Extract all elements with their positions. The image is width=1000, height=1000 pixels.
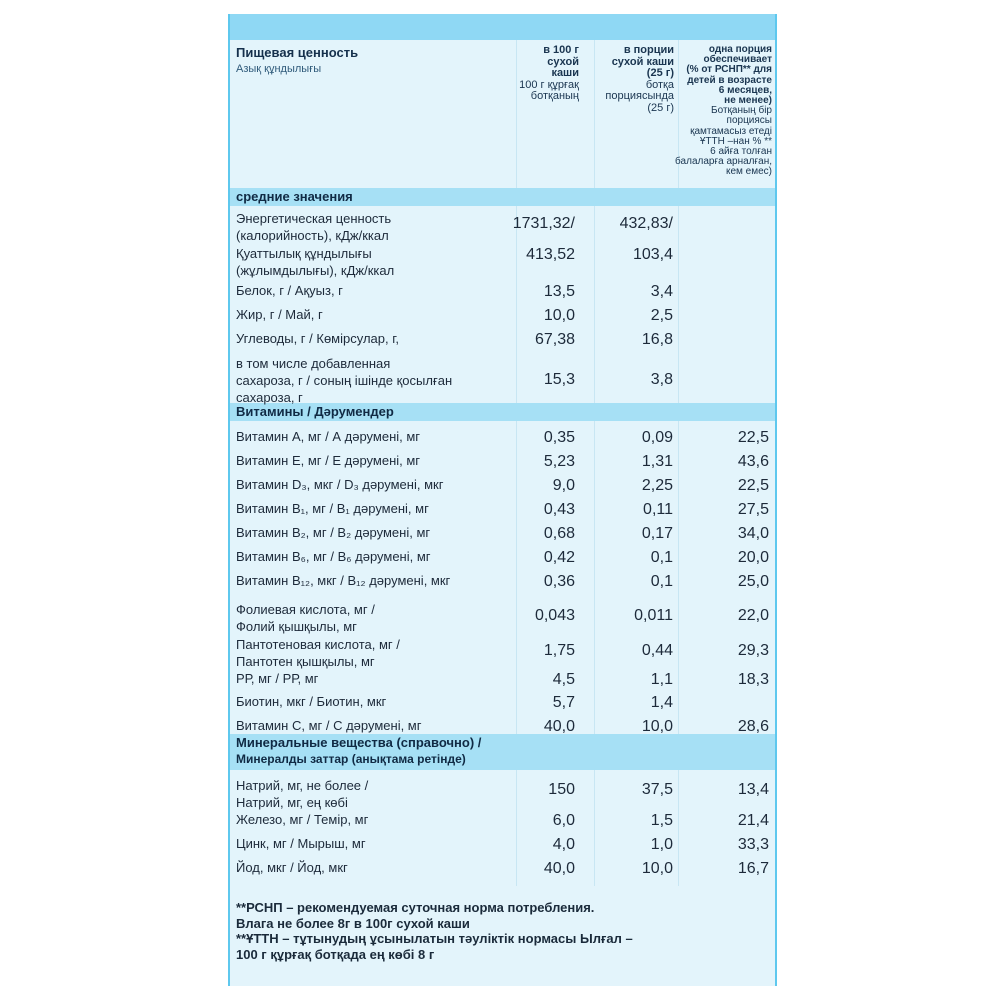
- nutrient-label: [236, 811, 506, 828]
- value-per-100g: 15,3: [543, 371, 575, 388]
- header-text: 6 айға толған: [710, 146, 772, 158]
- value-per-100g: 6,0: [552, 812, 575, 829]
- value-per-portion: 2,5: [650, 307, 673, 324]
- table-title: Пищевая ценность: [236, 45, 359, 60]
- value-per-portion: 1,1: [650, 671, 673, 688]
- nutrient-label-line: Энергетическая ценность: [236, 211, 392, 226]
- nutrient-label: [236, 693, 506, 710]
- value-per-portion: 103,4: [632, 246, 673, 263]
- value-per-portion: 1,4: [650, 694, 673, 711]
- nutrient-label-line: Фолиевая кислота, мг /: [236, 602, 375, 617]
- value-per-portion: 1,5: [650, 812, 673, 829]
- value-percent-rsnp: 21,4: [737, 812, 769, 829]
- footnote-line: Влага не более 8г в 100г сухой каши: [236, 915, 470, 931]
- nutrient-label-line: (жұлымдылығы), кДж/ккал: [236, 263, 395, 278]
- value-percent-rsnp: 16,7: [737, 860, 769, 877]
- value-per-portion: 37,5: [641, 781, 673, 798]
- value-percent-rsnp: 22,5: [737, 477, 769, 494]
- footnote-line: 100 г құрғақ ботқада ең көбі 8 г: [236, 946, 435, 962]
- footnote-line: **РСНП – рекомендуемая суточная норма потребления.: [236, 900, 595, 915]
- nutrient-label: [236, 572, 506, 589]
- section-vitamins: Витамины / Дәрумендер: [230, 403, 775, 421]
- value-per-portion: 0,1: [650, 573, 673, 590]
- header-text: (% от РСНП** для: [686, 64, 772, 76]
- nutrient-label-line: Витамин В₁, мг / В₁ дәрумені, мг: [236, 501, 429, 516]
- header-text: (25 г): [647, 101, 674, 114]
- nutrient-label: [236, 245, 506, 279]
- header-text: детей в возрасте: [687, 74, 772, 86]
- value-percent-rsnp: 20,0: [737, 549, 769, 566]
- value-per-100g: 5,23: [543, 453, 575, 470]
- header-text: в порции: [623, 44, 674, 56]
- header-col-percent: [662, 45, 772, 178]
- value-per-portion: 0,011: [634, 607, 673, 624]
- value-per-100g: 4,0: [552, 836, 575, 853]
- header-text: кем емес): [725, 166, 772, 178]
- header-text: 6 месяцев,: [718, 84, 772, 96]
- header-text: ботқаның: [530, 90, 579, 102]
- value-percent-rsnp: 29,3: [737, 642, 769, 659]
- nutrient-label: [236, 636, 506, 670]
- header-text: (25 г): [646, 67, 674, 79]
- value-percent-rsnp: 25,0: [737, 573, 769, 590]
- section-minerals: [230, 734, 775, 770]
- nutrient-label: [236, 524, 506, 541]
- nutrient-label-line: Биотин, мкг / Биотин, мкг: [236, 694, 387, 709]
- value-per-100g: 1,75: [543, 642, 575, 659]
- header-text: в 100 г: [543, 44, 579, 56]
- nutrient-label-line: Витамин С, мг / С дәрумені, мг: [236, 718, 422, 733]
- nutrient-label: [236, 428, 506, 445]
- header-text: одна порция: [708, 44, 772, 55]
- header-text: порциясы: [726, 115, 772, 127]
- header-text: каши: [551, 67, 579, 79]
- nutrient-label: [236, 306, 506, 323]
- value-per-100g: 1731,32/: [512, 215, 575, 232]
- value-per-100g: 0,043: [534, 607, 575, 624]
- header-text: балаларға арналған,: [675, 156, 772, 168]
- value-per-portion: 432,83/: [619, 215, 673, 232]
- value-per-100g: 4,5: [552, 671, 575, 688]
- value-per-100g: 0,36: [543, 573, 575, 590]
- nutrient-label-line: Витамин Е, мг / Е дәрумені, мг: [236, 453, 421, 468]
- nutrient-label-line: сахароза, г / соның ішінде қосылған: [236, 373, 453, 388]
- nutrient-label: [236, 476, 506, 493]
- value-per-100g: 413,52: [526, 246, 575, 263]
- nutrient-label: [236, 452, 506, 469]
- nutrient-label: [236, 330, 506, 347]
- header-text: сухой каши: [611, 55, 674, 68]
- value-percent-rsnp: 13,4: [737, 781, 769, 798]
- nutrient-label: [236, 717, 506, 734]
- value-percent-rsnp: 43,6: [737, 453, 769, 470]
- value-per-portion: 16,8: [641, 331, 673, 348]
- nutrient-label: [236, 282, 506, 299]
- nutrient-label-line: (калорийность), кДж/ккал: [236, 228, 389, 243]
- value-per-100g: 13,5: [543, 283, 575, 300]
- header-col-100g: [499, 45, 579, 103]
- value-per-100g: 40,0: [543, 860, 575, 877]
- value-per-100g: 10,0: [543, 307, 575, 324]
- nutrient-label-line: Углеводы, г / Көмірсулар, г,: [236, 331, 399, 346]
- nutrient-label: [236, 859, 506, 876]
- value-per-portion: 10,0: [641, 718, 673, 735]
- value-percent-rsnp: 34,0: [737, 525, 769, 542]
- value-percent-rsnp: 33,3: [737, 836, 769, 853]
- section-minerals-line: Минералды заттар (анықтама ретінде): [236, 752, 466, 766]
- nutrition-panel: [228, 14, 777, 986]
- value-per-100g: 9,0: [552, 477, 575, 494]
- value-per-portion: 3,8: [650, 371, 673, 388]
- header-text: обеспечивает: [703, 54, 772, 66]
- nutrient-label-line: Цинк, мг / Мырыш, мг: [236, 836, 366, 851]
- nutrient-label-line: Белок, г / Ақуыз, г: [236, 283, 343, 298]
- nutrient-label-line: сахароза, г: [236, 390, 303, 405]
- panel-top-band: [230, 14, 775, 40]
- nutrient-label: [236, 500, 506, 517]
- header-text: ҰТТН –нан % **: [699, 135, 772, 147]
- value-percent-rsnp: 22,0: [737, 607, 769, 624]
- nutrient-label-line: Натрий, мг, ең көбі: [236, 795, 348, 810]
- value-percent-rsnp: 22,5: [737, 429, 769, 446]
- value-per-100g: 5,7: [552, 694, 575, 711]
- value-per-portion: 2,25: [641, 477, 673, 494]
- value-per-100g: 0,68: [543, 525, 575, 542]
- value-per-portion: 0,1: [650, 549, 673, 566]
- header-text: Ботқаның бір: [711, 105, 772, 117]
- value-per-portion: 0,09: [641, 429, 673, 446]
- nutrient-label-line: Железо, мг / Темір, мг: [236, 812, 369, 827]
- nutrient-label: [236, 601, 506, 635]
- nutrient-label: [236, 355, 506, 406]
- table-subtitle: Азық құндылығы: [236, 63, 322, 75]
- nutrient-label-line: Жир, г / Май, г: [236, 307, 323, 322]
- header-col-portion: [584, 45, 674, 114]
- nutrient-label-line: в том числе добавленная: [236, 356, 391, 371]
- nutrient-label-line: Натрий, мг, не более /: [236, 778, 369, 793]
- section-average: средние значения: [230, 188, 775, 206]
- nutrient-label-line: РР, мг / РР, мг: [236, 671, 319, 686]
- header-text: порциясында: [605, 90, 674, 102]
- value-per-portion: 0,17: [641, 525, 673, 542]
- nutrient-label-line: Витамин В₆, мг / В₆ дәрумені, мг: [236, 549, 431, 564]
- nutrient-label-line: Фолий қышқылы, мг: [236, 619, 357, 634]
- value-per-100g: 150: [548, 781, 575, 798]
- footnote-line: **ҰТТН – тұтынудың ұсынылатын тәуліктік нормасы Ылғал –: [236, 931, 633, 946]
- header-text: қамтамасыз етеді: [690, 125, 772, 137]
- value-per-portion: 3,4: [650, 283, 673, 300]
- value-per-100g: 67,38: [534, 331, 575, 348]
- nutrient-label-line: Пантотен қышқылы, мг: [236, 654, 375, 669]
- nutrient-label-line: Витамин А, мг / А дәрумені, мг: [236, 429, 421, 444]
- nutrient-label: [236, 210, 506, 244]
- value-per-100g: 40,0: [543, 718, 575, 735]
- nutrient-label: [236, 670, 506, 687]
- header-text: 100 г құрғақ: [519, 78, 579, 91]
- nutrient-label: [236, 835, 506, 852]
- value-per-portion: 1,31: [641, 453, 673, 470]
- nutrient-label-line: Қуаттылық құндылығы: [236, 246, 372, 261]
- nutrient-label: [236, 548, 506, 565]
- value-per-100g: 0,35: [543, 429, 575, 446]
- value-percent-rsnp: 18,3: [737, 671, 769, 688]
- value-percent-rsnp: 27,5: [737, 501, 769, 518]
- value-per-portion: 0,11: [643, 501, 673, 518]
- footnotes: [236, 900, 771, 962]
- header-text: сухой: [547, 55, 579, 68]
- nutrient-label-line: Витамин D₃, мкг / D₃ дәрумені, мкг: [236, 477, 444, 492]
- nutrient-label-line: Витамин В₂, мг / В₂ дәрумені, мг: [236, 525, 431, 540]
- value-per-portion: 1,0: [650, 836, 673, 853]
- nutrient-label: [236, 777, 506, 811]
- value-per-portion: 10,0: [641, 860, 673, 877]
- header-text: ботқа: [645, 78, 674, 91]
- value-per-100g: 0,42: [543, 549, 575, 566]
- value-per-portion: 0,44: [641, 642, 673, 659]
- header-text: не менее): [724, 95, 772, 107]
- value-per-100g: 0,43: [543, 501, 575, 518]
- value-percent-rsnp: 28,6: [737, 718, 769, 735]
- nutrient-label-line: Пантотеновая кислота, мг /: [236, 637, 400, 652]
- nutrient-label-line: Витамин В₁₂, мкг / В₁₂ дәрумені, мкг: [236, 573, 451, 588]
- section-minerals-line: Минеральные вещества (справочно) /: [236, 735, 482, 750]
- nutrient-label-line: Йод, мкг / Йод, мкг: [236, 860, 348, 875]
